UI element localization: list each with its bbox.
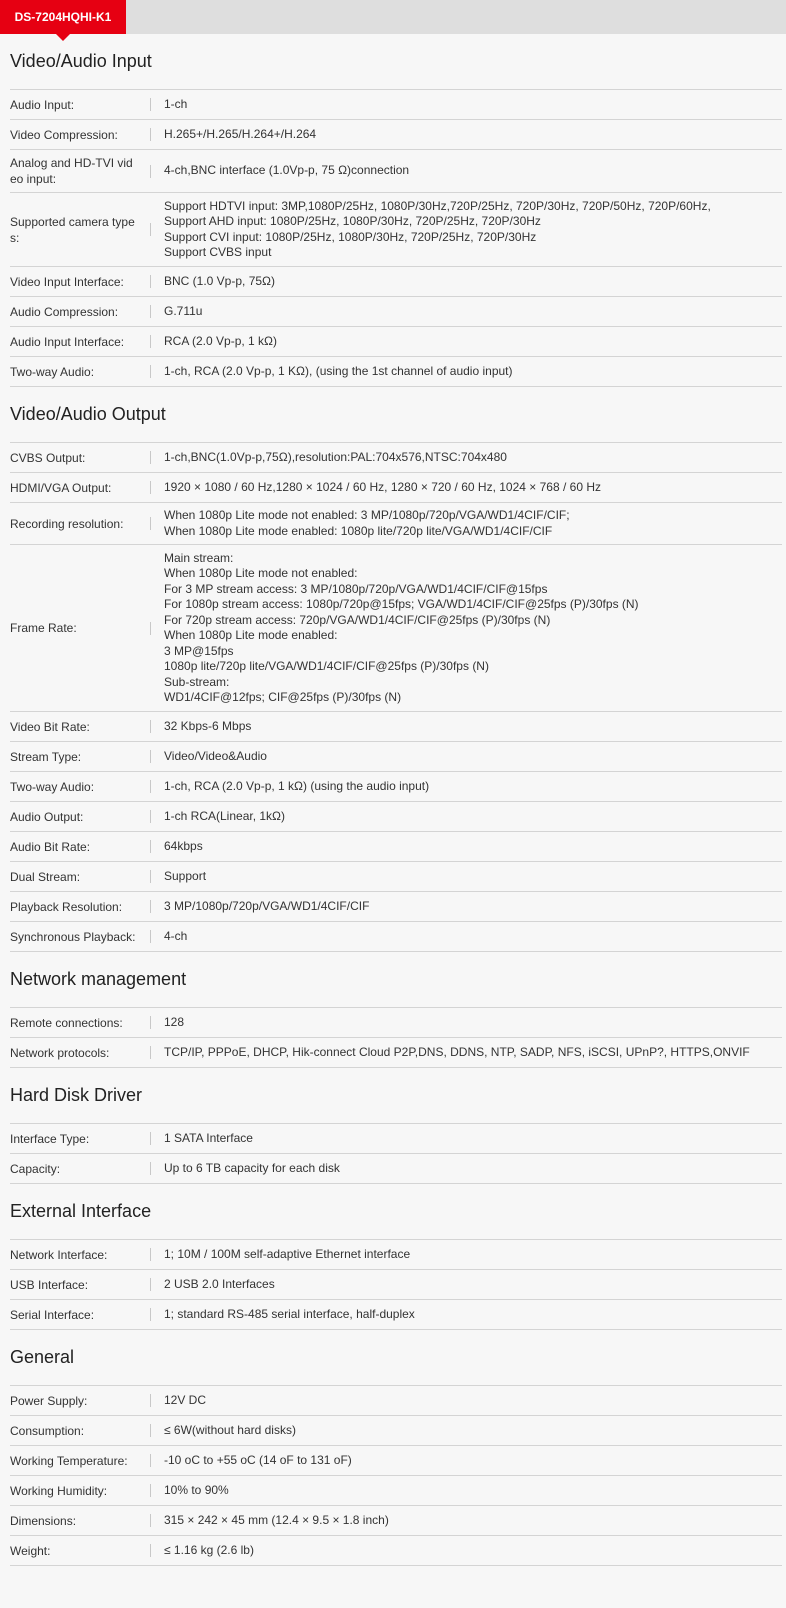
spec-row bbox=[10, 1506, 782, 1536]
spec-value: RCA (2.0 Vp-p, 1 kΩ) bbox=[164, 333, 278, 348]
spec-label: Two-way Audio: bbox=[10, 364, 95, 379]
spec-row bbox=[10, 922, 782, 952]
spec-label: Network Interface: bbox=[10, 1247, 108, 1262]
spec-value: Video/Video&Audio bbox=[164, 748, 267, 763]
spec-section bbox=[10, 1330, 782, 1566]
spec-label: Analog and HD-TVI vid eo input: bbox=[10, 156, 133, 186]
spec-section bbox=[10, 34, 782, 387]
spec-value: 1; standard RS-485 serial interface, half-duplex bbox=[164, 1306, 415, 1321]
spec-value: 1-ch, RCA (2.0 Vp-p, 1 kΩ) (using the audio input) bbox=[164, 778, 430, 793]
spec-table bbox=[10, 1007, 782, 1068]
spec-row bbox=[10, 1536, 782, 1566]
spec-value: ≤ 1.16 kg (2.6 lb) bbox=[164, 1542, 254, 1557]
column-divider bbox=[150, 335, 151, 348]
spec-row bbox=[10, 742, 782, 772]
spec-value: 4-ch,BNC interface (1.0Vp-p, 75 Ω)connection bbox=[164, 163, 410, 178]
spec-label: Capacity: bbox=[10, 1161, 61, 1176]
spec-row bbox=[10, 120, 782, 150]
spec-row bbox=[10, 892, 782, 922]
spec-value: 128 bbox=[164, 1014, 185, 1029]
spec-table bbox=[10, 1239, 782, 1330]
column-divider bbox=[150, 451, 151, 464]
spec-value: ≤ 6W(without hard disks) bbox=[164, 1422, 296, 1437]
spec-value: 2 USB 2.0 Interfaces bbox=[164, 1276, 275, 1291]
spec-row bbox=[10, 1008, 782, 1038]
spec-row bbox=[10, 267, 782, 297]
spec-label: Video Input Interface: bbox=[10, 274, 124, 289]
column-divider bbox=[150, 1394, 151, 1407]
spec-value: 64kbps bbox=[164, 838, 203, 853]
column-divider bbox=[150, 750, 151, 763]
column-divider bbox=[150, 1544, 151, 1557]
spec-value: TCP/IP, PPPoE, DHCP, Hik-connect Cloud P2P,DNS, DDNS, NTP, SADP, NFS, iSCSI, UPnP?, HTTPS,ONVIF bbox=[164, 1044, 750, 1059]
spec-label: Supported camera type s: bbox=[10, 214, 135, 245]
spec-content bbox=[0, 34, 782, 1566]
column-divider bbox=[150, 517, 151, 530]
spec-value: 4-ch bbox=[164, 928, 188, 943]
spec-value: G.711u bbox=[164, 303, 203, 318]
spec-label: Audio Compression: bbox=[10, 304, 119, 319]
column-divider bbox=[150, 1248, 151, 1261]
spec-label: HDMI/VGA Output: bbox=[10, 480, 112, 495]
column-divider bbox=[150, 165, 151, 178]
spec-value: 1-ch RCA(Linear, 1kΩ) bbox=[164, 808, 286, 823]
spec-row bbox=[10, 327, 782, 357]
spec-row bbox=[10, 150, 782, 193]
spec-value: 1920 × 1080 / 60 Hz,1280 × 1024 / 60 Hz, 1280 × 720 / 60 Hz, 1024 × 768 / 60 Hz bbox=[164, 479, 601, 494]
spec-label: Audio Input Interface: bbox=[10, 334, 125, 349]
spec-row bbox=[10, 1476, 782, 1506]
spec-row bbox=[10, 1038, 782, 1068]
column-divider bbox=[150, 900, 151, 913]
spec-row bbox=[10, 297, 782, 327]
tab-active-indicator bbox=[56, 34, 70, 41]
column-divider bbox=[150, 1514, 151, 1527]
column-divider bbox=[150, 1484, 151, 1497]
column-divider bbox=[150, 1016, 151, 1029]
spec-row bbox=[10, 503, 782, 545]
spec-row bbox=[10, 357, 782, 387]
spec-value: Support HDTVI input: 3MP,1080P/25Hz, 1080P/30Hz,720P/25Hz, 720P/30Hz, 720P/50Hz, 720P/60Hz, Support AHD input: 1080P/25Hz, 1080P/30Hz, 720P/25Hz, 720P/30Hz Support CVI input: 1080P/25Hz, 1080P/30Hz, 720P/25Hz, 720P/30Hz Support CVBS input bbox=[164, 198, 711, 259]
spec-value: 1-ch, RCA (2.0 Vp-p, 1 KΩ), (using the 1st channel of audio input) bbox=[164, 363, 513, 378]
spec-label: Video Compression: bbox=[10, 127, 118, 142]
spec-label: Power Supply: bbox=[10, 1393, 88, 1408]
spec-row bbox=[10, 772, 782, 802]
spec-label: Working Humidity: bbox=[10, 1483, 108, 1498]
column-divider bbox=[150, 481, 151, 494]
spec-table bbox=[10, 1385, 782, 1566]
spec-label: USB Interface: bbox=[10, 1277, 89, 1292]
column-divider bbox=[150, 622, 151, 635]
spec-label: Working Temperature: bbox=[10, 1453, 128, 1468]
spec-table bbox=[10, 1123, 782, 1184]
column-divider bbox=[150, 810, 151, 823]
column-divider bbox=[150, 1454, 151, 1467]
spec-value: 315 × 242 × 45 mm (12.4 × 9.5 × 1.8 inch) bbox=[164, 1512, 389, 1527]
column-divider bbox=[150, 365, 151, 378]
spec-section bbox=[10, 387, 782, 952]
section-title: Video/Audio Output bbox=[10, 404, 166, 424]
spec-label: CVBS Output: bbox=[10, 450, 86, 465]
spec-label: Serial Interface: bbox=[10, 1307, 95, 1322]
spec-value: Up to 6 TB capacity for each disk bbox=[164, 1160, 340, 1175]
spec-value: 1-ch,BNC(1.0Vp-p,75Ω),resolution:PAL:704x576,NTSC:704x480 bbox=[164, 449, 507, 464]
spec-value: -10 oC to +55 oC (14 oF to 131 oF) bbox=[164, 1452, 352, 1467]
spec-label: Audio Output: bbox=[10, 809, 84, 824]
spec-label: Dimensions: bbox=[10, 1513, 77, 1528]
spec-row bbox=[10, 1124, 782, 1154]
spec-label: Audio Input: bbox=[10, 97, 75, 112]
spec-row bbox=[10, 1386, 782, 1416]
spec-row bbox=[10, 1154, 782, 1184]
spec-value: Main stream: When 1080p Lite mode not enabled: For 3 MP stream access: 3 MP/1080p/720p/VGA/WD1/4CIF/CIF@15fps For 1080p stream access: 1080p/720p@15fps; VGA/WD1/4CIF/CIF@25fps (P)/30fps (N) For 720p stream access: 720p/VGA/WD1/4CIF/CIF@25fps (P)/30fps (N) When 1080p Lite mode enabled: 3 MP@15fps 1080p lite/720p lite/VGA/WD1/4CIF/CIF@25fps (P)/30fps (N) Sub-stream: WD1/4CIF@12fps; CIF@25fps (P)/30fps (N) bbox=[164, 550, 639, 704]
column-divider bbox=[150, 1132, 151, 1145]
spec-label: Two-way Audio: bbox=[10, 779, 95, 794]
column-divider bbox=[150, 870, 151, 883]
spec-value: Support bbox=[164, 868, 207, 883]
spec-value: When 1080p Lite mode not enabled: 3 MP/1080p/720p/VGA/WD1/4CIF/CIF; When 1080p Lite mode enabled: 1080p lite/720p lite/VGA/WD1/4CIF/CIF bbox=[164, 508, 570, 538]
column-divider bbox=[150, 1162, 151, 1175]
spec-label: Remote connections: bbox=[10, 1015, 123, 1030]
spec-label: Synchronous Playback: bbox=[10, 929, 136, 944]
spec-value: 32 Kbps-6 Mbps bbox=[164, 718, 252, 733]
spec-value: 10% to 90% bbox=[164, 1482, 229, 1497]
spec-section bbox=[10, 1184, 782, 1330]
spec-value: 12V DC bbox=[164, 1392, 207, 1407]
column-divider bbox=[150, 98, 151, 111]
section-title: Network management bbox=[10, 969, 187, 989]
spec-value: BNC (1.0 Vp-p, 75Ω) bbox=[164, 273, 276, 288]
spec-value: 1-ch bbox=[164, 96, 188, 111]
spec-label: Stream Type: bbox=[10, 749, 82, 764]
spec-section bbox=[10, 952, 782, 1068]
spec-table bbox=[10, 89, 782, 387]
spec-label: Interface Type: bbox=[10, 1131, 90, 1146]
column-divider bbox=[150, 305, 151, 318]
spec-row bbox=[10, 712, 782, 742]
column-divider bbox=[150, 1308, 151, 1321]
column-divider bbox=[150, 1424, 151, 1437]
spec-row bbox=[10, 443, 782, 473]
column-divider bbox=[150, 720, 151, 733]
spec-value: H.265+/H.265/H.264+/H.264 bbox=[164, 126, 317, 141]
section-title: Video/Audio Input bbox=[10, 51, 152, 71]
column-divider bbox=[150, 840, 151, 853]
spec-row bbox=[10, 1416, 782, 1446]
spec-value: 3 MP/1080p/720p/VGA/WD1/4CIF/CIF bbox=[164, 898, 370, 913]
spec-label: Consumption: bbox=[10, 1423, 85, 1438]
column-divider bbox=[150, 1278, 151, 1291]
spec-row bbox=[10, 1446, 782, 1476]
tab-bar bbox=[0, 0, 786, 34]
column-divider bbox=[150, 128, 151, 141]
spec-label: Recording resolution: bbox=[10, 516, 124, 531]
spec-label: Video Bit Rate: bbox=[10, 719, 90, 734]
spec-table bbox=[10, 442, 782, 952]
spec-label: Dual Stream: bbox=[10, 869, 81, 884]
spec-row bbox=[10, 193, 782, 267]
spec-label: Weight: bbox=[10, 1543, 51, 1558]
spec-label: Audio Bit Rate: bbox=[10, 839, 91, 854]
spec-section bbox=[10, 1068, 782, 1184]
section-title: External Interface bbox=[10, 1201, 152, 1221]
column-divider bbox=[150, 1046, 151, 1059]
spec-row bbox=[10, 1240, 782, 1270]
spec-row bbox=[10, 1300, 782, 1330]
spec-row bbox=[10, 802, 782, 832]
tab-model[interactable]: DS-7204HQHI-K1 bbox=[0, 0, 126, 34]
section-title: Hard Disk Driver bbox=[10, 1085, 143, 1105]
spec-row bbox=[10, 90, 782, 120]
spec-value: 1 SATA Interface bbox=[164, 1130, 253, 1145]
spec-row bbox=[10, 862, 782, 892]
section-title: General bbox=[10, 1347, 75, 1367]
column-divider bbox=[150, 275, 151, 288]
spec-row bbox=[10, 545, 782, 712]
spec-row bbox=[10, 832, 782, 862]
spec-label: Frame Rate: bbox=[10, 621, 77, 635]
spec-row bbox=[10, 473, 782, 503]
spec-label: Playback Resolution: bbox=[10, 899, 123, 914]
column-divider bbox=[150, 930, 151, 943]
column-divider bbox=[150, 780, 151, 793]
spec-row bbox=[10, 1270, 782, 1300]
spec-value: 1; 10M / 100M self-adaptive Ethernet interface bbox=[164, 1246, 411, 1261]
spec-label: Network protocols: bbox=[10, 1045, 110, 1060]
column-divider bbox=[150, 223, 151, 236]
